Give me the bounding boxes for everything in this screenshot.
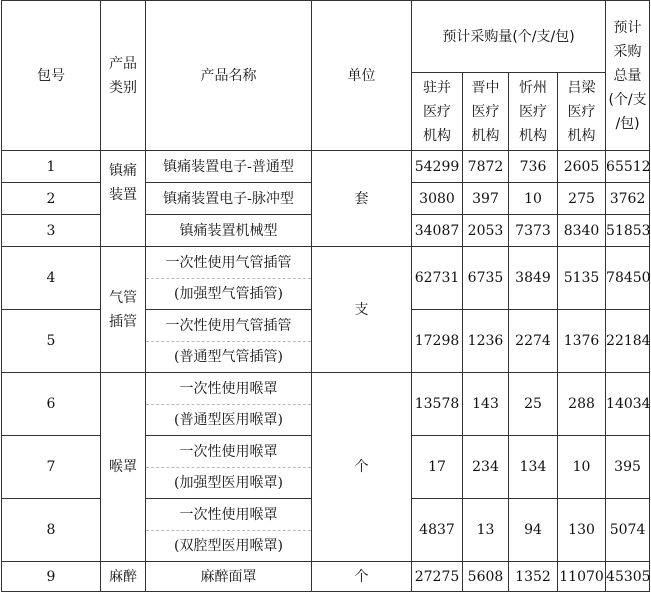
pkg-number: 4 xyxy=(2,247,101,310)
category-cell-empty xyxy=(101,215,146,247)
product-name-spec: (双腔型医用喉罩) xyxy=(174,537,283,554)
pkg-number: 5 xyxy=(2,310,101,373)
qty-cell: 1376 xyxy=(558,310,606,373)
qty-cell: 94 xyxy=(509,499,558,562)
category-cell: 喉罩 xyxy=(101,373,146,562)
product-name xyxy=(146,373,312,436)
qty-cell: 275 xyxy=(558,183,606,215)
total-cell: 78450 xyxy=(606,247,650,310)
product-name-spec: (普通型气管插管) xyxy=(174,348,283,365)
qty-cell: 7373 xyxy=(509,215,558,247)
total-cell: 3762 xyxy=(606,183,650,215)
qty-cell: 2053 xyxy=(463,215,509,247)
product-name xyxy=(146,247,312,310)
category-cell: 镇痛 装置 xyxy=(101,151,146,215)
qty-cell: 62731 xyxy=(412,247,463,310)
qty-cell: 1352 xyxy=(509,562,558,592)
qty-cell: 27275 xyxy=(412,562,463,592)
unit-cell: 套 xyxy=(312,151,412,247)
unit-cell: 支 xyxy=(312,247,412,373)
total-cell: 395 xyxy=(606,436,650,499)
unit-cell: 个 xyxy=(312,562,412,592)
qty-cell: 8340 xyxy=(558,215,606,247)
table-row xyxy=(2,247,650,310)
qty-cell: 1236 xyxy=(463,310,509,373)
product-name-spec: (加强型气管插管) xyxy=(174,285,283,302)
qty-cell: 13 xyxy=(463,499,509,562)
qty-cell: 6735 xyxy=(463,247,509,310)
unit-cell: 个 xyxy=(312,373,412,562)
product-name-line: 一次性使用喉罩 xyxy=(146,500,311,531)
product-name: 镇痛装置机械型 xyxy=(146,215,312,247)
pkg-number: 2 xyxy=(2,183,101,215)
qty-cell: 34087 xyxy=(412,215,463,247)
qty-cell: 288 xyxy=(558,373,606,436)
total-cell: 22184 xyxy=(606,310,650,373)
qty-cell: 3849 xyxy=(509,247,558,310)
table-row xyxy=(2,562,650,592)
header-total: 预计 采购 总量 (个/支 /包) xyxy=(606,1,650,151)
qty-cell: 2274 xyxy=(509,310,558,373)
qty-cell: 13578 xyxy=(412,373,463,436)
product-name xyxy=(146,310,312,373)
qty-cell: 54299 xyxy=(412,151,463,183)
total-cell: 51853 xyxy=(606,215,650,247)
qty-cell: 3080 xyxy=(412,183,463,215)
header-category: 产品 类别 xyxy=(101,1,146,151)
product-name: 麻醉面罩 xyxy=(146,562,312,592)
qty-cell: 7872 xyxy=(463,151,509,183)
qty-cell: 4837 xyxy=(412,499,463,562)
pkg-number: 9 xyxy=(2,562,101,592)
pkg-number: 7 xyxy=(2,436,101,499)
product-name-line: 一次性使用喉罩 xyxy=(146,374,311,405)
qty-cell: 17298 xyxy=(412,310,463,373)
header-org: 晋中 医疗 机构 xyxy=(463,73,509,151)
header-pkg: 包号 xyxy=(2,1,101,151)
pkg-number: 6 xyxy=(2,373,101,436)
header-org: 吕梁 医疗 机构 xyxy=(558,73,606,151)
product-name: 镇痛装置电子-普通型 xyxy=(146,151,312,183)
qty-cell: 17 xyxy=(412,436,463,499)
product-name xyxy=(146,499,312,562)
qty-cell: 736 xyxy=(509,151,558,183)
total-cell: 5074 xyxy=(606,499,650,562)
total-cell: 14034 xyxy=(606,373,650,436)
pkg-number: 3 xyxy=(2,215,101,247)
table-row xyxy=(2,373,650,436)
qty-cell: 10 xyxy=(509,183,558,215)
product-name: 镇痛装置电子-脉冲型 xyxy=(146,183,312,215)
header-estimate: 预计采购量(个/支/包) xyxy=(412,1,606,73)
category-cell: 麻醉 xyxy=(101,562,146,592)
qty-cell: 5135 xyxy=(558,247,606,310)
header-name: 产品名称 xyxy=(146,1,312,151)
product-name-line: 一次性使用喉罩 xyxy=(146,437,311,468)
table-row xyxy=(2,151,650,183)
category-cell: 气管 插管 xyxy=(101,247,146,373)
qty-cell: 25 xyxy=(509,373,558,436)
procurement-table xyxy=(1,0,650,592)
qty-cell: 10 xyxy=(558,436,606,499)
product-name-line: 一次性使用气管插管 xyxy=(146,311,311,342)
qty-cell: 5608 xyxy=(463,562,509,592)
pkg-number: 1 xyxy=(2,151,101,183)
qty-cell: 234 xyxy=(463,436,509,499)
qty-cell: 397 xyxy=(463,183,509,215)
product-name-spec: (普通型医用喉罩) xyxy=(174,411,283,428)
total-cell: 45305 xyxy=(606,562,650,592)
qty-cell: 130 xyxy=(558,499,606,562)
qty-cell: 143 xyxy=(463,373,509,436)
product-name-spec: (加强型医用喉罩) xyxy=(174,474,283,491)
header-unit: 单位 xyxy=(312,1,412,151)
qty-cell: 11070 xyxy=(558,562,606,592)
product-name xyxy=(146,436,312,499)
header-org: 忻州 医疗 机构 xyxy=(509,73,558,151)
total-cell: 65512 xyxy=(606,151,650,183)
header-org: 驻并 医疗 机构 xyxy=(412,73,463,151)
qty-cell: 134 xyxy=(509,436,558,499)
pkg-number: 8 xyxy=(2,499,101,562)
qty-cell: 2605 xyxy=(558,151,606,183)
product-name-line: 一次性使用气管插管 xyxy=(146,248,311,279)
